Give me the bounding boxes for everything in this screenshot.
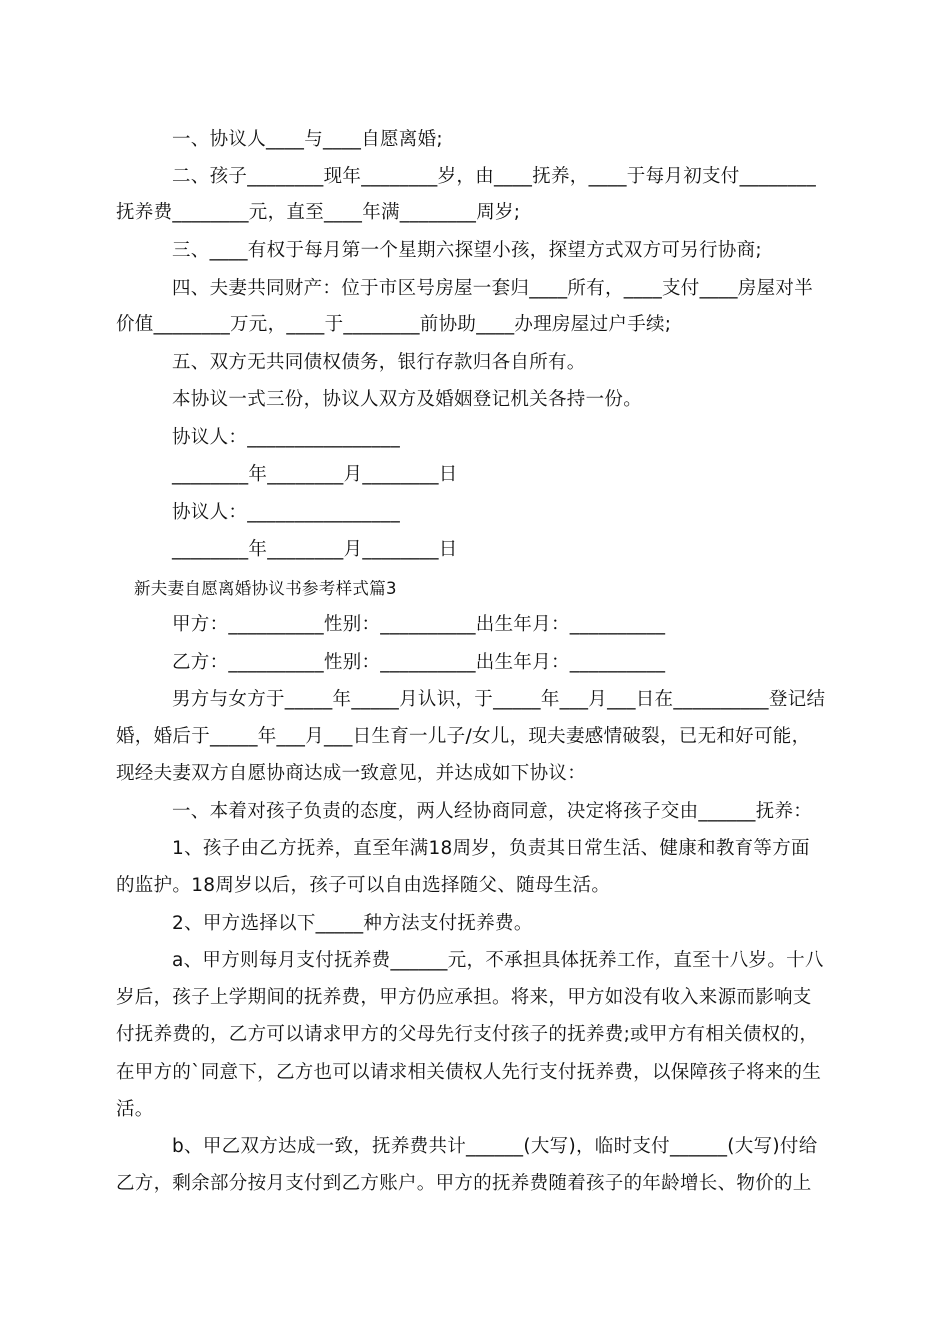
clause-4-line-1: 四、夫妻共同财产：位于市区号房屋一套归____所有，____支付____房屋对半 — [172, 278, 814, 299]
section-heading: 新夫妻自愿离婚协议书参考样式篇3 — [134, 579, 397, 598]
party-b-info: 乙方：__________性别：__________出生年月：__________ — [172, 652, 666, 673]
option-a-line-2: 岁后，孩子上学期间的抚养费，甲方仍应承担。将来，甲方如没有收入来源而影响支 — [116, 987, 812, 1008]
custody-item-1-line-2: 的监护。18周岁以后，孩子可以自由选择随父、随母生活。 — [116, 875, 611, 896]
option-b-line-1: b、甲乙双方达成一致，抚养费共计______(大写)，临时支付______(大写)付给 — [172, 1136, 818, 1157]
custody-item-1-line-1: 1、孩子由乙方抚养，直至年满18周岁，负责其日常生活、健康和教育等方面 — [172, 838, 810, 859]
signatory-1: 协议人：________________ — [172, 427, 401, 448]
signatory-2: 协议人：________________ — [172, 502, 401, 523]
copies-note: 本协议一式三份，协议人双方及婚姻登记机关各持一份。 — [172, 389, 643, 410]
marriage-line-1: 男方与女方于_____年_____月认识，于_____年___月___日在__________登记结 — [172, 689, 826, 710]
marriage-line-3: 现经夫妻双方自愿协商达成一致意见，并达成如下协议： — [116, 763, 587, 784]
clause-5: 五、双方无共同债权债务，银行存款归各自所有。 — [172, 352, 586, 373]
option-a-line-5: 活。 — [116, 1099, 154, 1120]
clause-2-line-1: 二、孩子________现年________岁，由____抚养，____于每月初支付________ — [172, 166, 817, 187]
clause-1: 一、协议人____与____自愿离婚; — [172, 129, 443, 150]
option-b-line-2: 乙方，剩余部分按月支付到乙方账户。甲方的抚养费随着孩子的年龄增长、物价的上 — [116, 1173, 812, 1194]
option-a-line-4: 在甲方的`同意下，乙方也可以请求相关债权人先行支付抚养费，以保障孩子将来的生 — [116, 1062, 822, 1083]
marriage-line-2: 婚，婚后于_____年___月___日生育一儿子/女儿，现夫妻感情破裂，已无和好可能， — [116, 726, 811, 747]
custody-item-2: 2、甲方选择以下_____种方法支付抚养费。 — [172, 913, 533, 934]
option-a-line-1: a、甲方则每月支付抚养费______元，不承担具体抚养工作，直至十八岁。十八 — [172, 950, 824, 971]
signatory-2-date: ________年________月________日 — [172, 539, 458, 560]
option-a-line-3: 付抚养费的，乙方可以请求甲方的父母先行支付孩子的抚养费;或甲方有相关债权的， — [116, 1024, 819, 1045]
clause-3: 三、____有权于每月第一个星期六探望小孩，探望方式双方可另行协商; — [172, 240, 762, 261]
clause-4-line-2: 价值________万元，____于________前协助____办理房屋过户手续; — [116, 314, 672, 335]
custody-clause: 一、本着对孩子负责的态度，两人经协商同意，决定将孩子交由______抚养： — [172, 801, 813, 822]
signatory-1-date: ________年________月________日 — [172, 464, 458, 485]
clause-2-line-2: 抚养费________元，直至____年满________周岁; — [116, 202, 521, 223]
party-a-info: 甲方：__________性别：__________出生年月：__________ — [172, 614, 666, 635]
